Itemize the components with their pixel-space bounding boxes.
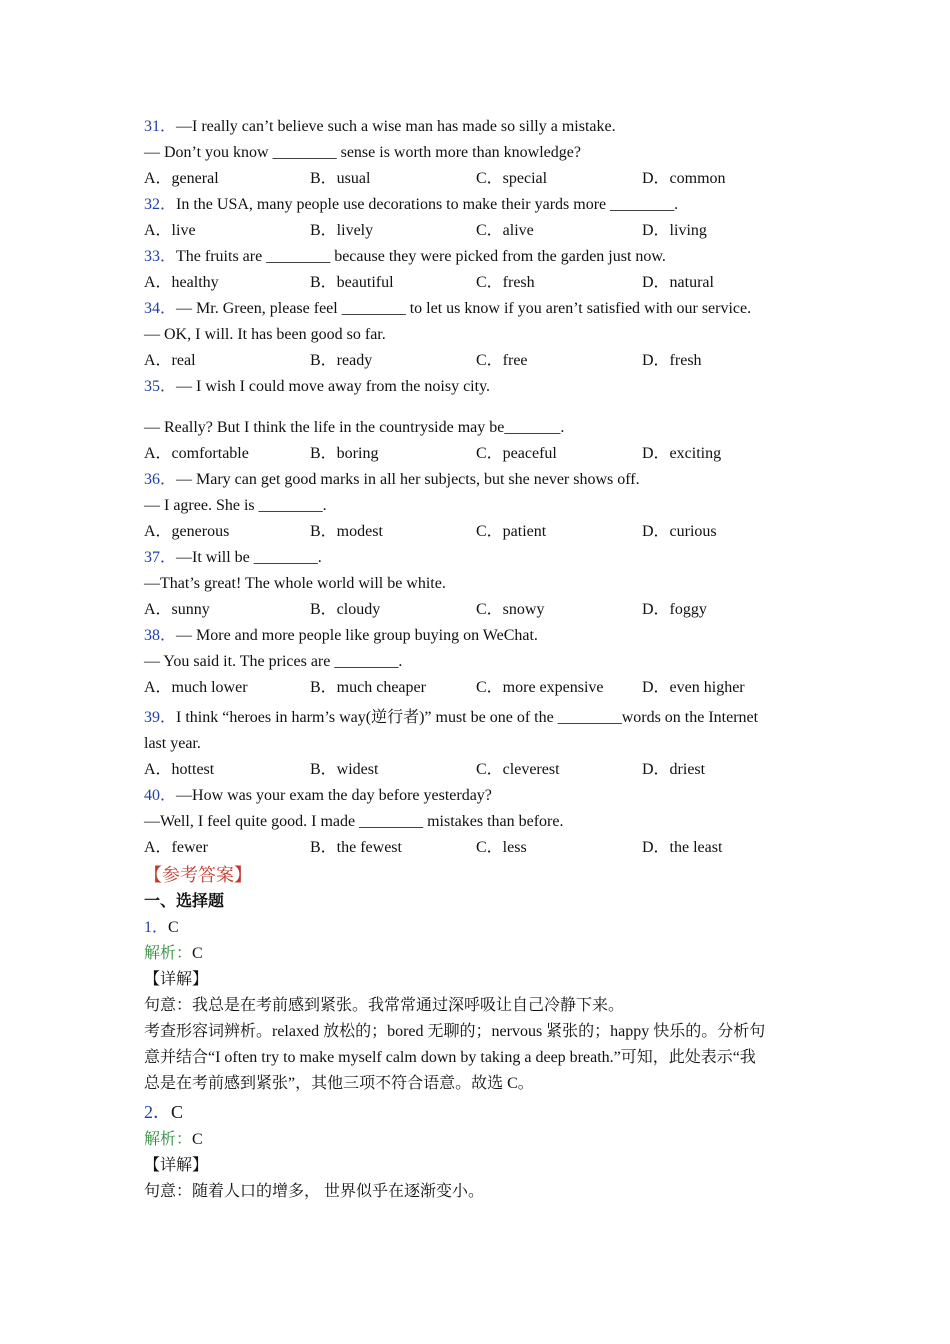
option-d: D．exciting [642,445,722,462]
question-line: — OK, I will. It has been good so far. [144,326,386,343]
jiexi-line [144,941,814,967]
option-a: A．sunny [144,601,210,618]
option-b: B．boring [310,445,379,462]
question-number: 40． [144,787,177,804]
question-number: 34． [144,300,177,317]
question-number: 36． [144,471,177,488]
question-line: —That’s great! The whole world will be white. [144,575,446,592]
question-line [144,374,814,400]
option-b: B．usual [310,170,371,187]
option-d: D．fresh [642,352,702,369]
question-37 [144,545,814,623]
question-text: — I wish I could move away from the noisy city. [176,378,491,395]
option-a: A．live [144,222,196,239]
question-line: — You said it. The prices are ________. [144,653,403,670]
explanation-line: 句意：我总是在考前感到紧张。我常常通过深呼吸让自己冷静下来。 [144,997,625,1014]
answers-header: 【参考答案】 [144,865,252,885]
option-d: D．common [642,170,726,187]
option-b: B．much cheaper [310,679,426,696]
explanation-line: 总是在考前感到紧张”，其他三项不符合语意。故选 C。 [144,1075,534,1092]
jiexi-label: 解析： [144,1131,193,1148]
option-a: A．hottest [144,761,215,778]
question-39 [144,705,814,783]
jiexi-value: C [192,945,203,962]
question-34 [144,296,814,374]
options-row [144,757,814,783]
question-33 [144,244,814,296]
option-a: A．general [144,170,219,187]
question-text: In the USA, many people use decorations to make their yards more ________. [176,196,679,213]
question-line [144,545,814,571]
question-32 [144,192,814,244]
options-row [144,218,814,244]
option-c: C．special [476,170,548,187]
option-c: C．snowy [476,601,545,618]
answer-number: 1． [144,919,169,936]
option-c: C．fresh [476,274,535,291]
question-number: 37． [144,549,177,566]
question-line: —Well, I feel quite good. I made ________ mistakes than before. [144,813,564,830]
option-b: B．modest [310,523,383,540]
option-a: A．comfortable [144,445,249,462]
question-number: 33． [144,248,177,265]
explanation-line: 考查形容词辨析。relaxed 放松的；bored 无聊的；nervous 紧张的；happy 快乐的。分析句 [144,1023,766,1040]
question-text: —It will be ________. [176,549,322,566]
option-d: D．living [642,222,707,239]
options-row [144,835,814,861]
jiexi-value: C [192,1131,203,1148]
question-text: — Mr. Green, please feel ________ to let us know if you aren’t satisfied with our service. [176,300,752,317]
options-row [144,597,814,623]
detail-label: 【详解】 [144,971,209,988]
spacer [144,400,814,415]
question-line [144,192,814,218]
question-number: 38． [144,627,177,644]
question-line: — Really? But I think the life in the countryside may be_______. [144,419,565,436]
options-row [144,166,814,192]
option-c: C．cleverest [476,761,560,778]
question-number: 31． [144,118,177,135]
option-b: B．lively [310,222,374,239]
question-text: —How was your exam the day before yesterday? [176,787,492,804]
options-row [144,519,814,545]
option-b: B．beautiful [310,274,394,291]
question-line [144,114,814,140]
option-c: C．more expensive [476,679,604,696]
answer-letter: C [168,919,179,936]
question-line [144,783,814,809]
explanation-line: 句意：随着人口的增多， 世界似乎在逐渐变小。 [144,1183,485,1200]
answer-number-line [144,1097,814,1127]
option-d: D．foggy [642,601,707,618]
option-a: A．much lower [144,679,248,696]
question-line [144,296,814,322]
question-40 [144,783,814,861]
option-c: C．peaceful [476,445,557,462]
question-line: — I agree. She is ________. [144,497,327,514]
question-text: — More and more people like group buying on WeChat. [176,627,538,644]
options-row [144,441,814,467]
options-row [144,270,814,296]
option-b: B．the fewest [310,839,402,856]
jiexi-label: 解析： [144,945,193,962]
question-number: 35． [144,378,177,395]
option-b: B．cloudy [310,601,381,618]
jiexi-line [144,1127,814,1153]
option-a: A．healthy [144,274,219,291]
option-b: B．widest [310,761,379,778]
question-line: — Don’t you know ________ sense is worth more than knowledge? [144,144,581,161]
section-title: 一、选择题 [144,893,225,910]
option-d: D．driest [642,761,706,778]
question-number: 32． [144,196,177,213]
option-a: A．real [144,352,196,369]
question-line [144,467,814,493]
option-d: D．even higher [642,679,745,696]
answer-number: 2． [144,1102,171,1122]
question-line [144,244,814,270]
option-c: C．patient [476,523,547,540]
question-text: — Mary can get good marks in all her subjects, but she never shows off. [176,471,640,488]
answer-1 [144,915,814,1097]
option-c: C．free [476,352,528,369]
answer-2 [144,1097,814,1205]
option-c: C．less [476,839,527,856]
options-row [144,348,814,374]
detail-label: 【详解】 [144,1157,209,1174]
option-d: D．curious [642,523,717,540]
document-page [144,114,814,1205]
option-a: A．fewer [144,839,208,856]
question-line: last year. [144,735,201,752]
option-c: C．alive [476,222,534,239]
question-35 [144,374,814,467]
options-row [144,675,814,701]
question-text: The fruits are ________ because they were picked from the garden just now. [176,248,666,265]
question-text: —I really can’t believe such a wise man has made so silly a mistake. [176,118,616,135]
question-line [144,705,814,731]
option-a: A．generous [144,523,230,540]
option-d: D．the least [642,839,723,856]
option-b: B．ready [310,352,373,369]
option-d: D．natural [642,274,714,291]
explanation-line: 意并结合“I often try to make myself calm down by taking a deep breath.”可知，此处表示“我 [144,1049,756,1066]
question-36 [144,467,814,545]
question-31 [144,114,814,192]
answer-letter: C [171,1102,184,1122]
question-line [144,623,814,649]
answer-number-line [144,915,814,941]
question-38 [144,623,814,701]
question-number: 39． [144,709,177,726]
question-text: I think “heroes in harm’s way(逆行者)” must be one of the ________words on the Internet [176,709,759,726]
